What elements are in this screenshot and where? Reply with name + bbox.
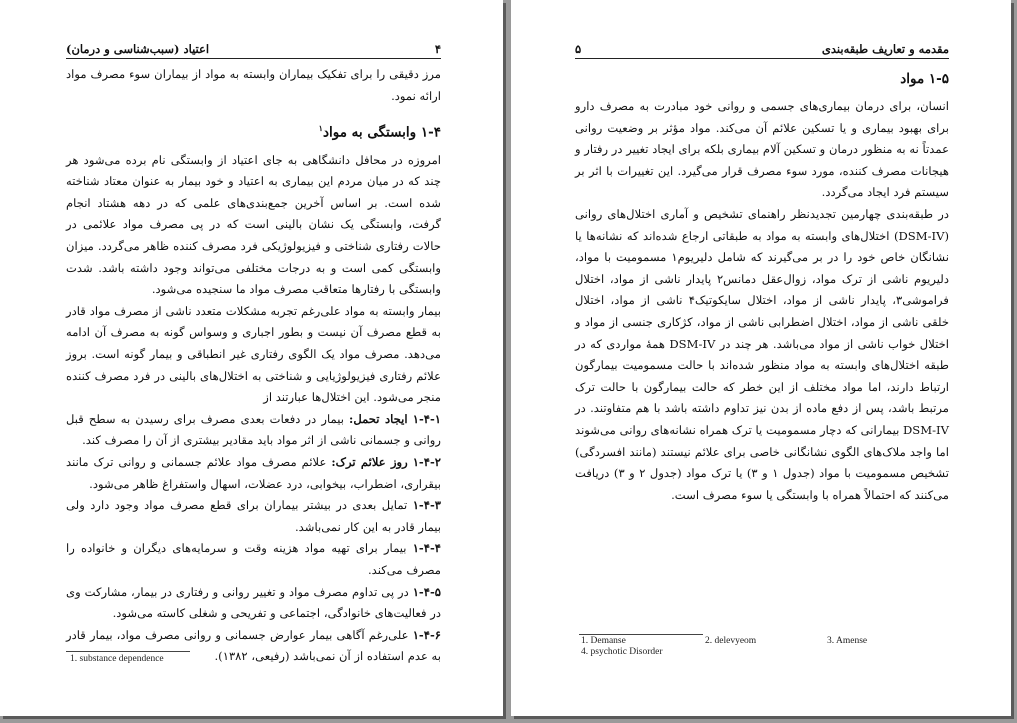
footnotes [581,636,911,658]
item-term: روز علائم ترک: [331,455,408,469]
item-number: ۱-۴-۶ [412,627,442,642]
section-title: ۱-۵ مواد [900,71,949,87]
footnote-marker: ۱ [318,123,323,134]
intro-paragraph: مرز دقیقی را برای تفکیک بیماران وابسته به مواد از بیماران سوء مصرف مواد ارائه نمود. [66,67,441,103]
footnote-row [581,636,911,647]
page-body [575,64,949,506]
footnote: 1. substance dependence [70,654,164,664]
list-item [66,409,441,452]
section-title: ۱-۴ وابستگی به مواد [322,124,441,141]
item-term: ایجاد تحمل: [349,411,408,426]
list-item [66,495,441,538]
item-number: ۱-۴-۳ [412,498,441,513]
body-paragraph: در طبقه‌بندی چهارمین تجدیدنظر راهنمای تشخیص و آماری اختلال‌های روانی (DSM-IV) اختلال‌های وابسته به مواد به طبقاتی ارجاع شده‌اند که نشانه‌ها یا نشانگان خاص خود را در بر می‌گیرند که شامل دلیریوم۱ مسمومیت با مواد، دلیریوم ناشی از ترک مواد، زوال‌عقل دمانس۲ پایدار ناشی از مواد، اختلال فراموشی۳، پایدار ناشی از مواد، اختلال سایکوتیک۴ ناشی از مواد، اختلال خلقی ناشی از مواد، اختلال اضطرابی ناشی از مواد، کژکاری جنسی از مواد و اختلال خواب ناشی از مواد می‌باشد. هر چند در DSM-IV همهٔ مواردی که در طبقه اختلال‌های وابسته به مواد منظور شده‌اند با حالت مسمومیت بیمارگون ارتباط دارند، اما مواد مختلف از این خطر که حالت بیمارگون با حالت ترک مرتبط باشد، پس از دفع ماده از بدن نیز تداوم داشته باشد با هم متفاوتند. در DSM-IV بیمارانی که دچار مسمومیت یا ترک همراه نشانه‌های روانی می‌شوند اما واجد ملاک‌های الگوی نشانگانی خاصی برای علائم نیستند (مانند افسردگی) تشخیص مسمومیت با مواد (جدول ۱ و ۳) یا ترک مواد (جدول ۲ و ۳) دریافت می‌کنند که احتمالاً همراه با وابستگی یا سوء مصرف است. [575,206,950,502]
page-number: ۵ [575,42,582,56]
footnote: 4. psychotic Disorder [581,647,663,657]
footnote-row [581,647,911,658]
list-item [66,452,441,495]
page-header [575,36,949,59]
footnote-rule [66,651,190,652]
footnote-rule [579,634,703,635]
right-page [511,0,1011,716]
footnote: 2. delevyeom [705,636,757,646]
list-item [66,538,441,581]
running-title: اعتیاد (سبب‌شناسی و درمان) [66,42,210,56]
item-number: ۱-۴-۲ [412,455,442,469]
body-paragraph: انسان، برای درمان بیماری‌های جسمی و روانی خود مبادرت به مصرف دارو برای بهبود بیماری و یا تسکین علائم آن می‌کند. مواد مؤثر بر وضعیت روانی عمدتاً نه به منظور درمان و تسکین آلام بیماری بلکه برای ایجاد تغییر در رفتار و هیجانات مصرف کننده، مورد سوء مصرف قرار می‌گیرد. این تغییرات با اثر بر سیستم فرد ایجاد می‌گردد. [575,99,949,200]
item-text: علی‌رغم آگاهی بیمار عوارض جسمانی و روانی مصرف مواد، بیمار قادر به عدم استفاده از آن نمی‌باشد (رفیعی، ۱۳۸۲). [66,627,441,664]
page-body [66,64,441,668]
footnote: 1. Demanse [581,636,626,646]
footnotes [70,654,370,665]
item-text: علائم مصرف مواد علائم جسمانی و روانی ترک مانند بیقراری، اضطراب، بیخوابی، درد عضلات، اسهال واستفراغ ظاهر می‌شود. [66,455,441,491]
body-paragraph: امروزه در محافل دانشگاهی به جای اعتیاد از وابستگی نام برده می‌شود هر چند که در میان مردم این بیماری به اعتیاد و خود بیمار به عنوان معتاد شناخته شده است. بر اساس آخرین جمع‌بندی‌های علمی که در دهه هشتاد انجام گرفت، وابستگی یک نشان بالینی است که در پی مصرف مواد علائمی در حالات رفتاری شناختی و فیزیولوژیکی فرد مصرف کننده ظاهر می‌گردد. میزان وابستگی کمی است و به درجات مختلفی می‌تواند وجود داشته باشد. شدت وابستگی با رفتارها متعاقب مصرف مواد ما سنجیده می‌شود. [66,152,441,297]
page-number: ۴ [434,42,441,56]
item-number: ۱-۴-۱ [412,411,442,426]
item-text: تمایل بعدی در بیشتر بیماران برای قطع مصرف مواد وجود دارد ولی بیمار قادر به این کار نمی‌باشد. [66,498,441,534]
item-number: ۱-۴-۴ [412,541,441,556]
list-item [66,582,441,625]
running-title: مقدمه و تعاریف طبقه‌بندی [821,42,949,56]
section-heading [66,117,441,144]
page-header [66,36,441,59]
item-number: ۱-۴-۵ [412,584,441,599]
item-text: بیمار برای تهیه مواد هزینه وقت و سرمایه‌های دیگران و خانواده را مصرف می‌کند. [66,541,441,577]
item-text: بیمار در دفعات بعدی مصرف برای رسیدن به سطح قبل روانی و جسمانی ناشی از اثر مواد باید مقادیر بیشتری از آن را مصرف کند. [66,411,441,448]
body-paragraph: بیمار وابسته به مواد علی‌رغم تجربه مشکلات متعدد ناشی از مصرف مواد قادر به قطع مصرف آن نیست و بطور اجباری و وسواس گونه به مصرف آن ادامه می‌دهد. مصرف مواد یک الگوی رفتاری غیر انطباقی و بیمار گونه است. بروز علائم رفتاری فیزیولوژیایی و شناختی به اختلال‌های بالینی در فرد مصرف کننده منجر می‌شود. این اختلال‌ها عبارتند از [66,303,441,405]
footnote: 3. Amense [827,636,868,646]
left-page [0,0,503,716]
item-text: در پی تداوم مصرف مواد و تغییر روانی و رفتاری در بیمار، مشارکت وی در فعالیت‌های خانوادگی، اجتماعی و تفریحی و شغلی کاسته می‌شود. [66,584,441,621]
